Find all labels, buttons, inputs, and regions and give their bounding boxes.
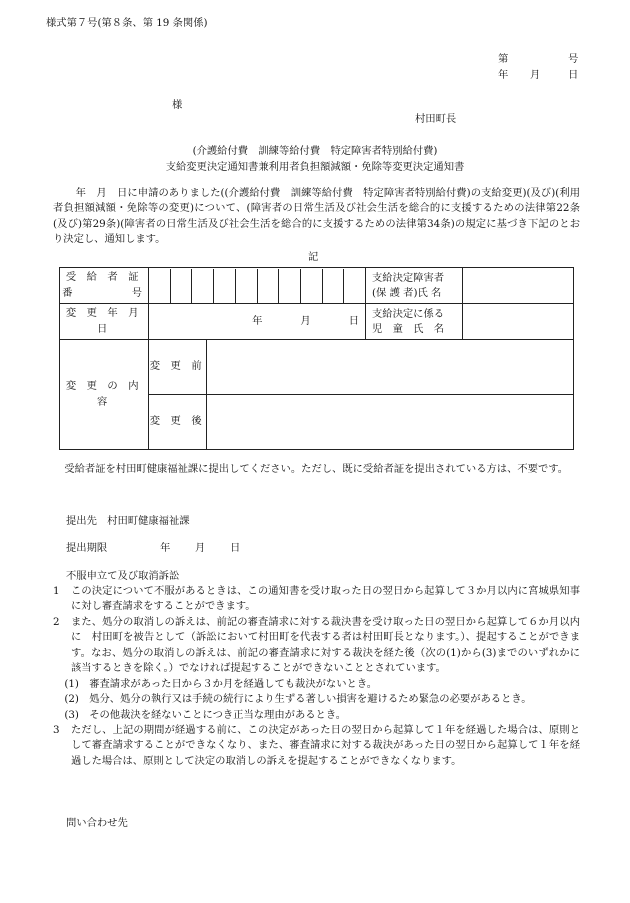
recipient-number-label-line2: 番 号 [62, 286, 146, 299]
document-title-line1: (介護給付費 訓練等給付費 特定障害者特別給付費) [192, 145, 438, 157]
after-change-label: 変 更 後 [149, 395, 207, 450]
document-number-suffix: 号 [568, 53, 579, 65]
guardian-name-field[interactable] [463, 268, 574, 304]
appeal-items [53, 584, 580, 769]
child-name-label [366, 304, 463, 340]
appeal-subitem-3: (3) その他裁決を経ないことにつき正当な理由があるとき。 [64, 708, 347, 721]
digit-box[interactable] [192, 269, 214, 303]
change-date-year: 年 [252, 314, 263, 327]
document-title-line2: 支給変更決定通知書兼利用者負担額減額・免除等変更決定通知書 [165, 161, 465, 173]
change-date-day: 日 [348, 314, 359, 327]
submit-deadline-day: 日 [230, 542, 241, 554]
digit-box[interactable] [171, 269, 193, 303]
submit-to: 提出先 村田町健康福祉課 [66, 515, 190, 527]
issue-date-year: 年 [498, 69, 509, 81]
decision-table [59, 267, 574, 450]
document-number-label: 第 [498, 53, 509, 65]
notice-body-text: 年 月 日に申請のありました((介護給付費 訓練等給付費 特定障害者特別給付費)の支給変更)(及び)(利用者負担額減額・免除等の変更)について、(障害者の日常生活及び社会生活を総合的に支援するための法律第22条(及び)第29条)(障害者の日常生活及び社会生活を総合的に支援するための法律第34条)の規定に基づき下記のとおり決定し、通知します。 [53, 187, 580, 246]
digit-box[interactable] [279, 269, 301, 303]
appeal-item-text: この決定について不服があるときは、この通知書を受け取った日の翌日から起算して３か月以内に宮城県知事に対し審査請求をすることができます。 [71, 585, 580, 613]
contact-label: 問い合わせ先 [66, 817, 128, 829]
submit-deadline-label: 提出期限 [66, 542, 108, 554]
digit-box[interactable] [149, 269, 171, 303]
ki-heading: 記 [308, 251, 319, 263]
appeal-item-text: また、処分の取消しの訴えは、前記の審査請求に対する裁決書を受け取った日の翌日から起算して６か月以内に 村田町を被告として（訴訟において村田町を代表する者は村田町長となります。）、提起することができます。なお、処分の取消しの訴えは、前記の審査請求に対する裁決を経た後（次の(1)から(3)までのいずれかに該当するときを除く。）でなければ提起することができないこととされています。 [71, 615, 580, 675]
guardian-name-label [366, 268, 463, 304]
submit-deadline-month: 月 [195, 542, 206, 554]
notice-body [53, 186, 580, 248]
submission-note-text: 受給者証を村田町健康福祉課に提出してください。ただし、既に受給者証を提出されている方は、不要です。 [64, 463, 569, 475]
change-date-month: 月 [300, 314, 311, 327]
change-date-field[interactable] [149, 304, 366, 340]
before-change-label: 変 更 前 [149, 340, 207, 395]
issue-date-day: 日 [568, 69, 579, 81]
change-date-label: 変 更 年 月 日 [60, 304, 149, 340]
submit-deadline-year: 年 [160, 542, 171, 554]
recipient-number-label [60, 268, 149, 304]
before-change-field[interactable] [207, 340, 574, 395]
appeal-subitem-1: (1) 審査請求があった日から３か月を経過しても裁決がないとき。 [64, 677, 378, 690]
submission-note [53, 462, 580, 477]
addressee-honorific: 様 [172, 99, 183, 111]
after-change-field[interactable] [207, 395, 574, 450]
digit-box[interactable] [301, 269, 323, 303]
appeal-item-number: 1 [53, 585, 60, 597]
digit-box[interactable] [344, 269, 365, 303]
appeal-item-2 [53, 615, 580, 677]
guardian-name-label-line1: 支給決定障害者 [372, 271, 445, 284]
digit-box[interactable] [214, 269, 236, 303]
digit-box[interactable] [236, 269, 258, 303]
appeal-item-number: 2 [53, 615, 60, 628]
child-name-label-line2: 児 童 氏 名 [372, 322, 445, 335]
change-content-label: 変 更 の 内 容 [60, 340, 149, 450]
appeal-subitem-2: (2) 処分、処分の執行又は手続の続行により生ずる著しい損害を避けるため緊急の必要があるとき。 [64, 693, 532, 706]
appeal-item-text: ただし、上記の期間が経過する前に、この決定があった日の翌日から起算して１年を経過した場合は、原則として審査請求することができなくなり、また、審査請求に対する裁決があった日の翌日から起算して１年を経過した場合は、原則として決定の取消しの訴えを提起することができなくなります。 [71, 723, 580, 767]
guardian-name-label-line2: (保 護 者)氏 名 [372, 286, 442, 299]
issue-date-month: 月 [530, 69, 541, 81]
recipient-number-label-line1: 受 給 者 証 [65, 271, 143, 284]
appeal-item-number: 3 [53, 723, 60, 736]
child-name-label-line1: 支給決定に係る [372, 307, 445, 320]
appeal-item-3 [53, 723, 580, 769]
appeal-item-1 [53, 584, 580, 615]
digit-box[interactable] [258, 269, 280, 303]
form-number: 様式第７号(第８条、第 19 条関係) [46, 17, 208, 29]
digit-box[interactable] [323, 269, 345, 303]
child-name-field[interactable] [463, 304, 574, 340]
issuer-name: 村田町長 [415, 113, 457, 125]
appeal-heading: 不服申立て及び取消訴訟 [66, 570, 180, 582]
recipient-number-boxes[interactable] [149, 268, 366, 304]
